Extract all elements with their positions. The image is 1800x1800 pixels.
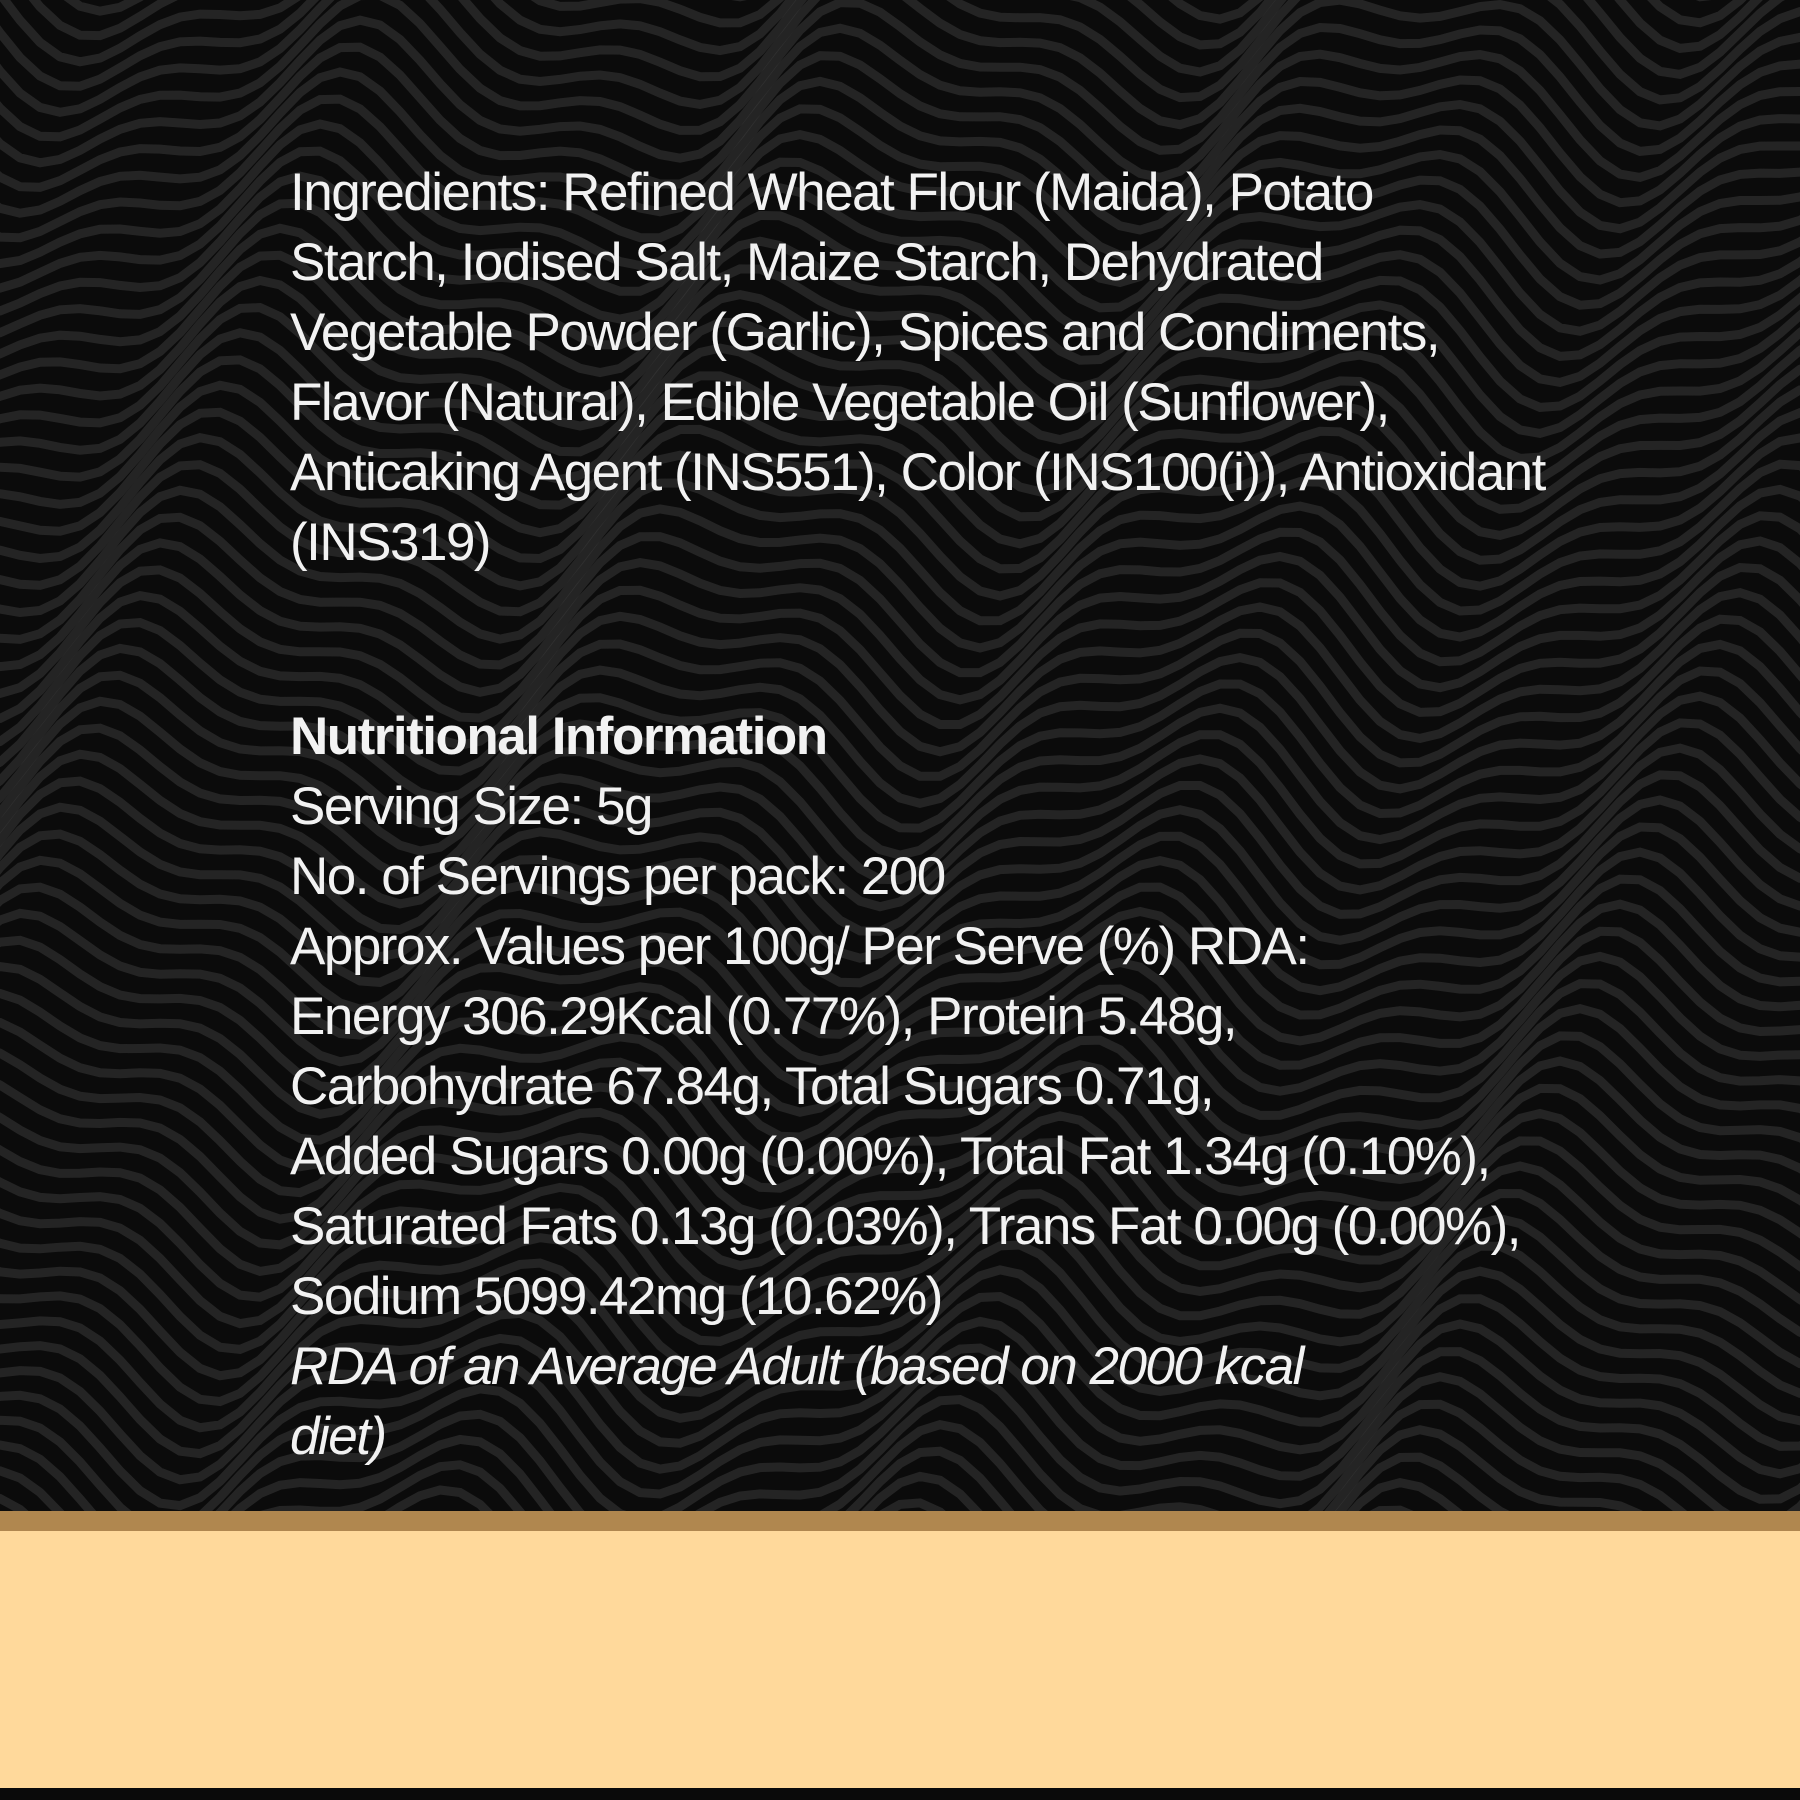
ingredients-line: Anticaking Agent (INS551), Color (INS100(i)), Antioxidant [290,443,1545,502]
servings-per-pack: No. of Servings per pack: 200 [290,847,945,906]
nutrition-heading: Nutritional Information [290,707,827,766]
nutrient-values-line: Energy 306.29Kcal (0.77%), Protein 5.48g, [290,987,1237,1046]
nutrient-values-line: Carbohydrate 67.84g, Total Sugars 0.71g, [290,1057,1214,1116]
ingredients-line: Ingredients: Refined Wheat Flour (Maida), Potato [290,163,1373,222]
serving-size: Serving Size: 5g [290,777,652,836]
gold-divider-stripe [0,1511,1800,1531]
ingredients-line: Vegetable Powder (Garlic), Spices and Condiments, [290,303,1440,362]
ingredients-line: (INS319) [290,513,491,572]
nutrition-section [290,702,1590,1472]
rda-note: diet) [290,1407,386,1466]
nutrient-values-line: Saturated Fats 0.13g (0.03%), Trans Fat 0.00g (0.00%), [290,1197,1520,1256]
values-header: Approx. Values per 100g/ Per Serve (%) RDA: [290,917,1309,976]
nutrient-values-line: Sodium 5099.42mg (10.62%) [290,1267,942,1326]
ingredients-section [290,158,1590,578]
rda-note: RDA of an Average Adult (based on 2000 kcal [290,1337,1303,1396]
ingredients-line: Flavor (Natural), Edible Vegetable Oil (Sunflower), [290,373,1389,432]
ingredients-line: Starch, Iodised Salt, Maize Starch, Dehydrated [290,233,1323,292]
bottom-edge [0,1788,1800,1800]
nutrient-values-line: Added Sugars 0.00g (0.00%), Total Fat 1.34g (0.10%), [290,1127,1490,1186]
cream-footer-band [0,1531,1800,1788]
